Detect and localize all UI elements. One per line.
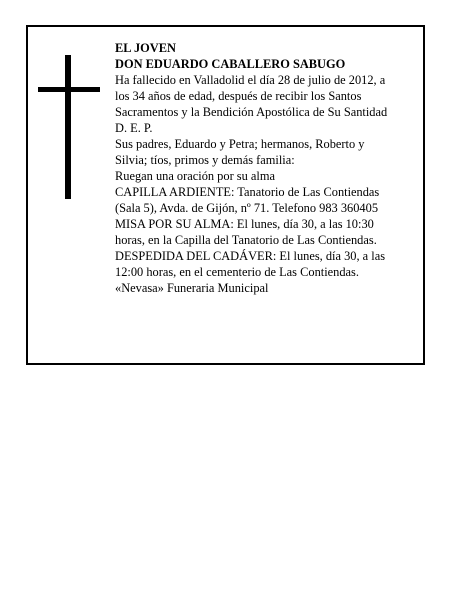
- notice-line: 12:00 horas, en el cementerio de Las Contiendas.: [115, 265, 359, 279]
- notice-line: DESPEDIDA DEL CADÁVER: El lunes, día 30, a las: [115, 249, 386, 263]
- deceased-name: DON EDUARDO CABALLERO SABUGO: [115, 57, 346, 71]
- notice-line: CAPILLA ARDIENTE: Tanatorio de Las Contiendas: [115, 185, 380, 199]
- notice-line: D. E. P.: [115, 121, 153, 135]
- notice-line: MISA POR SU ALMA: El lunes, día 30, a las 10:30: [115, 217, 374, 231]
- notice-line: (Sala 5), Avda. de Gijón, nº 71. Telefono 983 360405: [115, 201, 379, 215]
- notice-title: EL JOVEN: [115, 41, 176, 55]
- latin-cross-icon: [38, 55, 100, 199]
- notice-line: Sus padres, Eduardo y Petra; hermanos, Roberto y: [115, 137, 365, 151]
- notice-line: Ruegan una oración por su alma: [115, 169, 275, 183]
- notice-line: Ha fallecido en Valladolid el día 28 de julio de 2012, a: [115, 73, 386, 87]
- cross-horizontal-bar: [38, 87, 100, 92]
- funeral-home: «Nevasa» Funeraria Municipal: [115, 281, 269, 295]
- cross-vertical-bar: [65, 55, 71, 199]
- obituary-notice: [26, 25, 425, 365]
- notice-line: Silvia; tíos, primos y demás familia:: [115, 153, 295, 167]
- notice-line: los 34 años de edad, después de recibir los Santos: [115, 89, 362, 103]
- notice-text: [115, 40, 420, 296]
- notice-line: Sacramentos y la Bendición Apostólica de Su Santidad: [115, 105, 388, 119]
- notice-line: horas, en la Capilla del Tanatorio de Las Contiendas.: [115, 233, 377, 247]
